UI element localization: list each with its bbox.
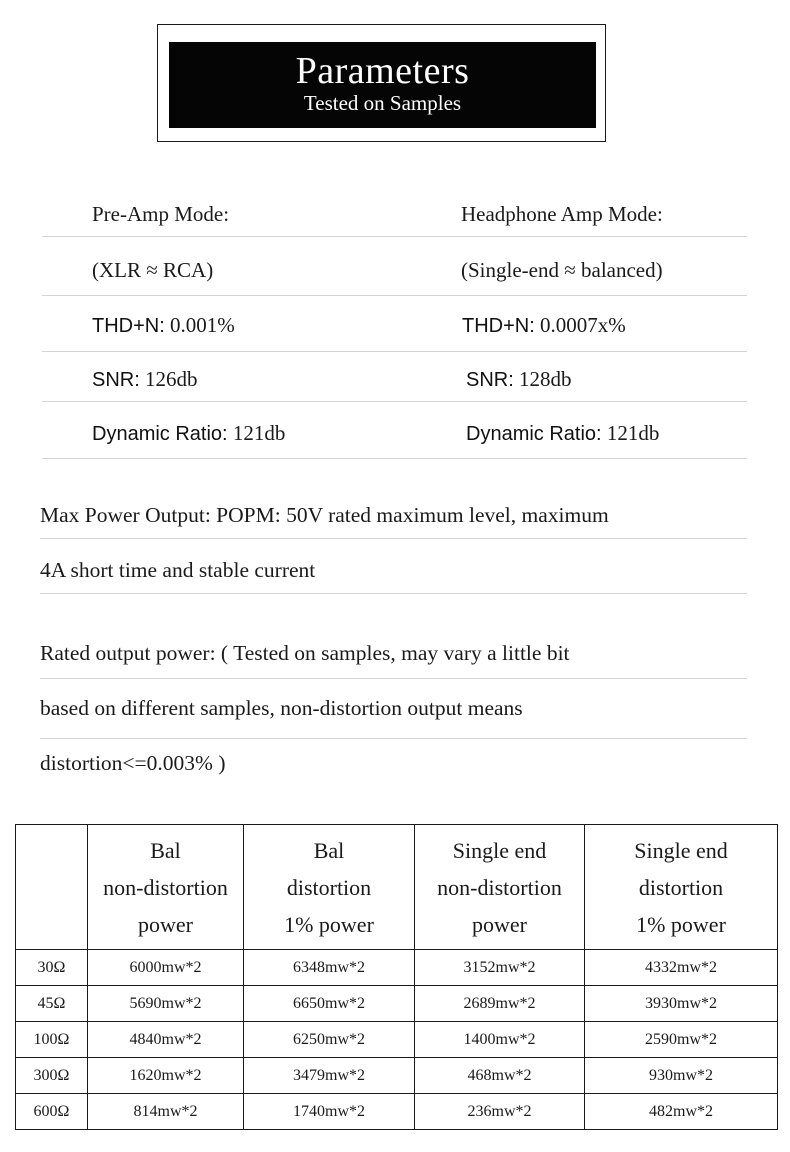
table-cell: 468mw*2	[415, 1058, 585, 1094]
table-row	[16, 1094, 778, 1130]
headphone-heading: Headphone Amp Mode:	[461, 202, 663, 226]
preamp-snr-label: SNR:	[92, 369, 140, 391]
spec-thd-row	[42, 295, 747, 352]
table-cell: 6000mw*2	[88, 950, 244, 986]
spec-dr-row	[42, 401, 747, 459]
preamp-thd-value: 0.001%	[164, 313, 235, 337]
header-bal-distortion: Bal distortion 1% power	[244, 825, 415, 950]
headphone-snr-label: SNR:	[466, 369, 514, 391]
spec-note-row	[42, 236, 747, 296]
table-cell: 1400mw*2	[415, 1022, 585, 1058]
rated-line-2: based on different samples, non-distortion output means	[40, 696, 523, 720]
table-cell: 930mw*2	[585, 1058, 778, 1094]
preamp-note: (XLR ≈ RCA)	[92, 258, 214, 282]
impedance-cell: 600Ω	[16, 1094, 88, 1130]
table-header-row	[16, 825, 778, 950]
preamp-thd	[92, 313, 235, 338]
table-cell: 5690mw*2	[88, 986, 244, 1022]
table-cell: 6650mw*2	[244, 986, 415, 1022]
preamp-dr-value: 121db	[227, 421, 286, 445]
divider	[40, 593, 747, 594]
headphone-thd	[462, 313, 626, 338]
table-cell: 6348mw*2	[244, 950, 415, 986]
table-row	[16, 986, 778, 1022]
headphone-dynamic-ratio	[466, 421, 659, 446]
impedance-cell: 100Ω	[16, 1022, 88, 1058]
headphone-thd-value: 0.0007x%	[534, 313, 626, 337]
table-cell: 814mw*2	[88, 1094, 244, 1130]
banner-subtitle: Tested on Samples	[303, 91, 462, 115]
table-row	[16, 1058, 778, 1094]
headphone-thd-label: THD+N:	[462, 315, 535, 337]
preamp-dynamic-ratio	[92, 421, 285, 446]
max-power-line-1: Max Power Output: POPM: 50V rated maximum level, maximum	[40, 503, 609, 527]
table-cell: 3152mw*2	[415, 950, 585, 986]
headphone-dr-label: Dynamic Ratio:	[466, 423, 602, 445]
headphone-snr-value: 128db	[513, 367, 572, 391]
impedance-cell: 45Ω	[16, 986, 88, 1022]
header-single-non-distortion: Single end non-distortion power	[415, 825, 585, 950]
divider	[40, 538, 747, 539]
preamp-dr-label: Dynamic Ratio:	[92, 423, 228, 445]
banner-title: Parameters	[295, 50, 470, 92]
preamp-heading: Pre-Amp Mode:	[92, 202, 230, 226]
table-cell: 2590mw*2	[585, 1022, 778, 1058]
max-power-line-2: 4A short time and stable current	[40, 558, 316, 582]
spec-snr-row	[42, 351, 747, 402]
preamp-snr	[92, 367, 198, 392]
banner	[169, 42, 596, 128]
header-bal-non-distortion: Bal non-distortion power	[88, 825, 244, 950]
banner-frame	[157, 24, 606, 142]
divider	[40, 678, 747, 679]
table-cell: 1620mw*2	[88, 1058, 244, 1094]
table-cell: 2689mw*2	[415, 986, 585, 1022]
table-row	[16, 950, 778, 986]
preamp-snr-value: 126db	[139, 367, 198, 391]
table-cell: 4332mw*2	[585, 950, 778, 986]
power-table	[15, 824, 778, 1130]
preamp-thd-label: THD+N:	[92, 315, 165, 337]
table-cell: 236mw*2	[415, 1094, 585, 1130]
table-cell: 3930mw*2	[585, 986, 778, 1022]
impedance-cell: 30Ω	[16, 950, 88, 986]
table-cell: 1740mw*2	[244, 1094, 415, 1130]
table-cell: 3479mw*2	[244, 1058, 415, 1094]
table-cell: 6250mw*2	[244, 1022, 415, 1058]
rated-line-3: distortion<=0.003% )	[40, 751, 226, 775]
header-corner	[16, 825, 88, 950]
divider	[40, 738, 747, 739]
headphone-note: (Single-end ≈ balanced)	[461, 258, 663, 282]
headphone-dr-value: 121db	[601, 421, 660, 445]
table-row	[16, 1022, 778, 1058]
spec-heading-row	[42, 180, 747, 237]
table-cell: 482mw*2	[585, 1094, 778, 1130]
rated-line-1: Rated output power: ( Tested on samples, may vary a little bit	[40, 641, 570, 665]
impedance-cell: 300Ω	[16, 1058, 88, 1094]
table-cell: 4840mw*2	[88, 1022, 244, 1058]
headphone-snr	[466, 367, 572, 392]
header-single-distortion: Single end distortion 1% power	[585, 825, 778, 950]
